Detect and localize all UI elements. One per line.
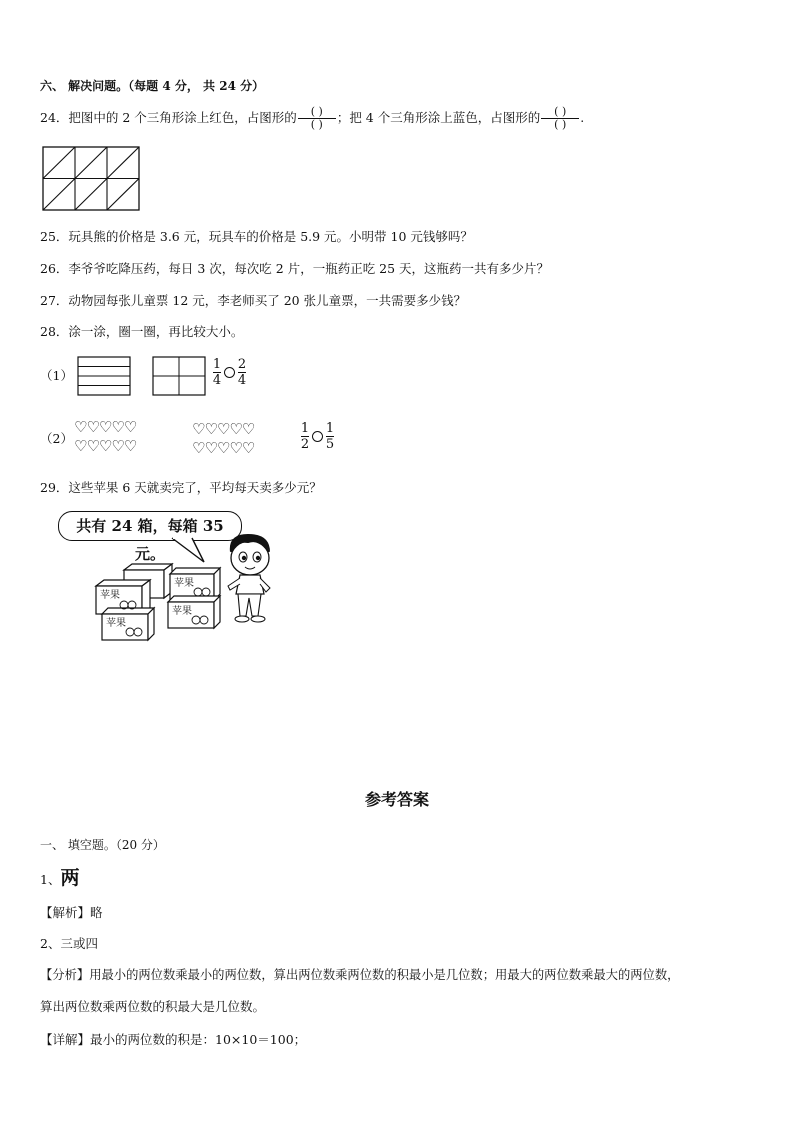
answer-1-value: 两 — [60, 867, 80, 889]
part-1-label: （1） — [40, 368, 73, 383]
section-heading: 六、 解决问题。（每题 4 分， 共 24 分） — [40, 79, 265, 93]
apple-boxes-illustration — [94, 562, 234, 644]
question-28: 28．涂一涂，圈一圈，再比较大小。 — [40, 324, 244, 339]
question-27: 27．动物园每张儿童票 12 元，李老师买了 20 张儿童票，一共需要多少钱？ — [40, 293, 467, 308]
triangle-grid-figure — [42, 146, 142, 212]
fraction-one-half: $\frac{1}{2}$ — [300, 421, 310, 452]
question-24: 24．把图中的 2 个三角形涂上红色，占图形的 $\frac{( )}{( )}$ ；把 4 个三角形涂上蓝色，占图形的 $\frac{( )}{( )}$ . — [40, 105, 585, 131]
blank-fraction-blue[interactable]: $\frac{( )}{( )}$ — [540, 106, 580, 131]
speech-bubble: 共有 24 箱，每箱 35 元。 — [58, 511, 242, 541]
question-24-text-b: ；把 4 个三角形涂上蓝色，占图形的 — [336, 110, 541, 125]
rectangle-four-strips — [77, 356, 133, 398]
answers-section-heading: 一、 填空题。（20 分） — [40, 838, 165, 852]
question-26: 26．李爷爷吃降压药，每日 3 次，每次吃 2 片，一瓶药正吃 25 天，这瓶药一共有多少片？ — [40, 261, 550, 276]
boy-illustration — [218, 530, 282, 626]
compare-circle[interactable] — [224, 367, 235, 378]
hearts-row: ♡♡♡♡♡ — [74, 437, 137, 455]
compare-fractions-1 — [212, 357, 247, 388]
fraction-one-quarter: $\frac{1}{4}$ — [212, 357, 222, 388]
hearts-row: ♡♡♡♡♡ — [74, 418, 137, 436]
compare-circle[interactable] — [312, 431, 323, 442]
answer-2: 2、三或四 — [40, 936, 98, 951]
hearts-row: ♡♡♡♡♡ — [192, 439, 255, 457]
box-label: 苹果 — [106, 618, 126, 629]
answers-title: 参考答案 — [364, 790, 429, 809]
hearts-group-b[interactable] — [192, 420, 254, 458]
blank-fraction-red[interactable]: $\frac{( )}{( )}$ — [297, 106, 337, 131]
box-label: 苹果 — [174, 578, 194, 589]
answer-2-analysis-line-2: 算出两位数乘两位数的积最大是几位数。 — [40, 999, 266, 1014]
answer-2-detail: 【详解】最小的两位数的积是：10×10＝100； — [40, 1032, 307, 1047]
question-24-text-a: 24．把图中的 2 个三角形涂上红色，占图形的 — [40, 110, 297, 125]
hearts-row: ♡♡♡♡♡ — [192, 420, 255, 438]
compare-fractions-2 — [300, 421, 335, 452]
part-2-label: （2） — [40, 431, 73, 446]
hearts-group-a[interactable] — [74, 418, 136, 456]
answer-2-analysis-line-1: 【分析】用最小的两位数乘最小的两位数，算出两位数乘两位数的积最小是几位数；用最大的两位数乘最大的两位数， — [40, 968, 680, 982]
fraction-one-fifth: $\frac{1}{5}$ — [325, 421, 335, 452]
answer-1: 1、两 — [40, 867, 80, 889]
answer-1-analysis: 【解析】略 — [40, 905, 103, 920]
box-label: 苹果 — [100, 590, 120, 601]
box-label: 苹果 — [172, 606, 192, 617]
question-29: 29．这些苹果 6 天就卖完了，平均每天卖多少元？ — [40, 480, 322, 495]
fraction-two-quarters: $\frac{2}{4}$ — [237, 357, 247, 388]
rectangle-four-quadrants — [152, 356, 208, 398]
question-25: 25．玩具熊的价格是 3.6 元，玩具车的价格是 5.9 元。小明带 10 元钱够吗？ — [40, 229, 473, 244]
